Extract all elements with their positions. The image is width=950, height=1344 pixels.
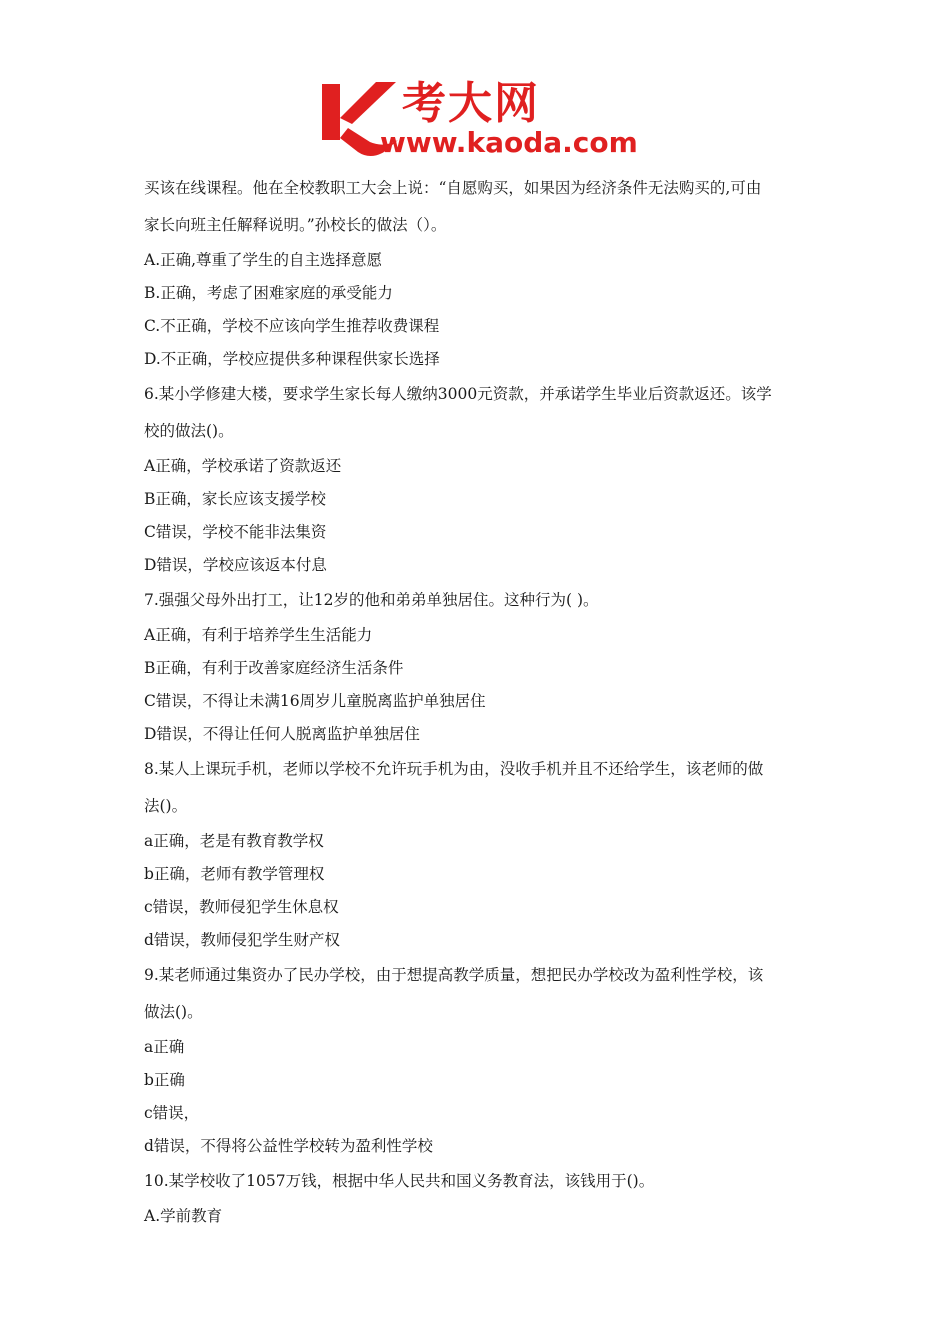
question-line: 10.某学校收了1057万钱，根据中华人民共和国义务教育法，该钱用于()。 <box>144 1172 655 1190</box>
option-line: b正确，老师有教学管理权 <box>144 865 325 883</box>
question-line: 买该在线课程。他在全校教职工大会上说：“自愿购买，如果因为经济条件无法购买的,可由 <box>144 179 762 197</box>
option-line: D错误，学校应该返本付息 <box>144 556 327 574</box>
document-body <box>144 170 814 1233</box>
option-line: C错误，不得让未满16周岁儿童脱离监护单独居住 <box>144 692 486 710</box>
question-line: 6.某小学修建大楼，要求学生家长每人缴纳3000元资款，并承诺学生毕业后资款返还。该学 <box>144 385 772 403</box>
question-line: 法()。 <box>144 797 188 815</box>
question-line: 做法()。 <box>144 1003 203 1021</box>
option-line: b正确 <box>144 1071 185 1089</box>
question-line: 8.某人上课玩手机，老师以学校不允许玩手机为由，没收手机并且不还给学生，该老师的做 <box>144 760 764 778</box>
option-line: a正确 <box>144 1038 185 1056</box>
option-line: c错误，教师侵犯学生休息权 <box>144 898 339 916</box>
logo-url: www.kaoda.com <box>380 126 638 159</box>
option-line: B正确，家长应该支援学校 <box>144 490 326 508</box>
option-line: d错误，教师侵犯学生财产权 <box>144 931 340 949</box>
option-line: A正确，有利于培养学生生活能力 <box>144 626 373 644</box>
option-line: a正确，老是有教育教学权 <box>144 832 324 850</box>
kaoda-logo <box>318 78 648 160</box>
question-line: 7.强强父母外出打工，让12岁的他和弟弟单独居住。这种行为( )。 <box>144 591 599 609</box>
option-line: B.正确，考虑了困难家庭的承受能力 <box>144 284 393 302</box>
option-line: d错误，不得将公益性学校转为盈利性学校 <box>144 1137 433 1155</box>
option-line: C错误，学校不能非法集资 <box>144 523 327 541</box>
option-line: A.正确,尊重了学生的自主选择意愿 <box>144 251 383 269</box>
question-line: 9.某老师通过集资办了民办学校，由于想提高教学质量，想把民办学校改为盈利性学校，该 <box>144 966 764 984</box>
option-line: B正确，有利于改善家庭经济生活条件 <box>144 659 404 677</box>
option-line: c错误， <box>144 1104 200 1122</box>
option-line: D错误，不得让任何人脱离监护单独居住 <box>144 725 420 743</box>
option-line: D.不正确，学校应提供多种课程供家长选择 <box>144 350 440 368</box>
question-line: 家长向班主任解释说明。”孙校长的做法（）。 <box>144 216 447 234</box>
question-line: 校的做法()。 <box>144 422 234 440</box>
option-line: A.学前教育 <box>144 1207 223 1225</box>
logo-chinese-name: 考大网 <box>402 78 540 129</box>
option-line: C.不正确，学校不应该向学生推荐收费课程 <box>144 317 440 335</box>
option-line: A正确，学校承诺了资款返还 <box>144 457 342 475</box>
